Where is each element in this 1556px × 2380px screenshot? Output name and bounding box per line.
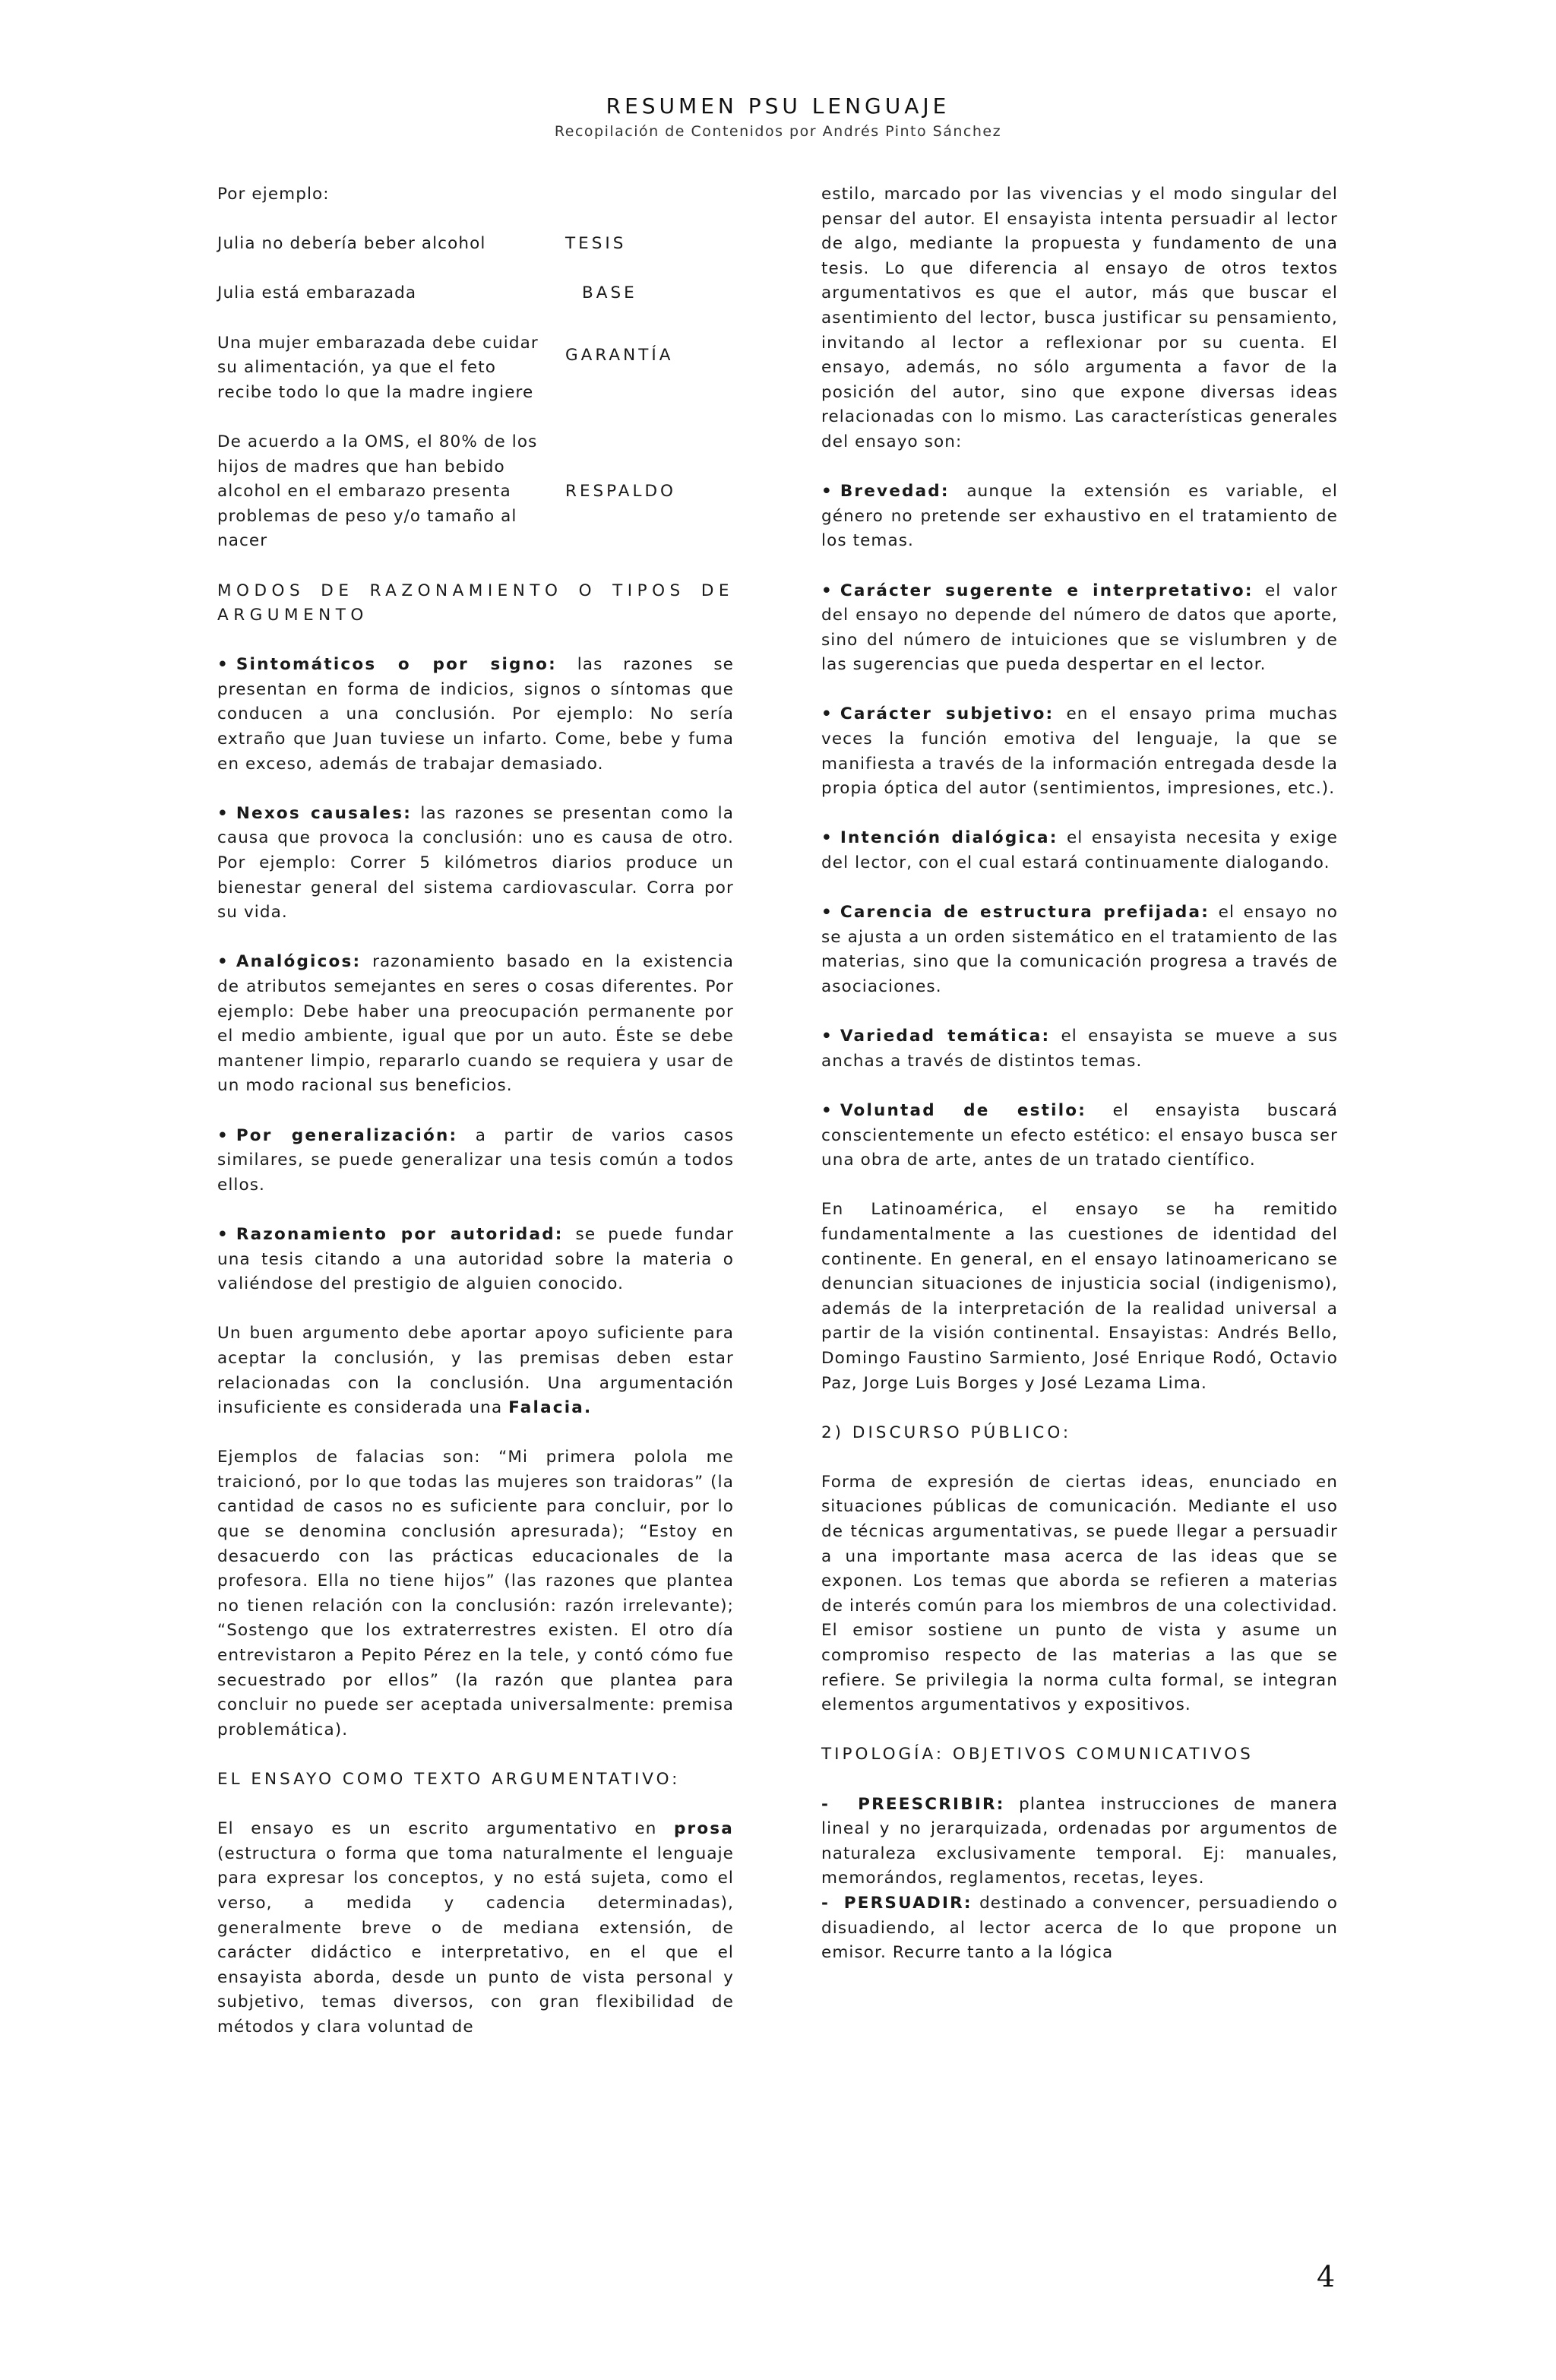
paragraph-discurso: Forma de expresión de ciertas ideas, enunciado en situaciones públicas de comunicación. Mediante el uso de técnicas argumentativas, se puede llegar a persuadir a una importante masa acerca de las ideas que se exponen. Los temas que aborda se refieren a materias de interés común para los miembros de una colectividad. El emisor sostiene un punto de vista y asume un compromiso respecto de las materias a las que se refiere. Se privilegia la norma culta formal, se integran elementos argumentativos y expositivos. <box>821 1472 1338 1715</box>
bullet-icon: • <box>821 1100 833 1120</box>
list-item <box>821 1099 1338 1173</box>
list-item <box>217 1223 734 1297</box>
definition: el ensayista se mueve a sus anchas a través de distintos temas. <box>821 1027 1338 1071</box>
definition: aunque la extensión es variable, el género no pretende ser exhaustivo en el tratamiento de los temas. <box>821 482 1338 551</box>
definition: el valor del ensayo no depende del número de datos que aporte, sino del número de intuiciones que se vislumbren y de las sugerencias que pueda despertar en el lector. <box>821 581 1338 675</box>
bullet-icon: • <box>217 803 229 823</box>
term: PREESCRIBIR: <box>858 1794 1005 1814</box>
list-item <box>821 1891 1338 1966</box>
dash-marker: - <box>821 1893 830 1913</box>
bullet-icon: • <box>821 581 833 600</box>
page-number: 4 <box>1317 2260 1336 2293</box>
list-item <box>217 653 734 777</box>
section-heading-ensayo: EL ENSAYO COMO TEXTO ARGUMENTATIVO: <box>217 1770 681 1789</box>
section-heading-tipologia: TIPOLOGÍA: OBJETIVOS COMUNICATIVOS <box>821 1745 1254 1764</box>
example-text: Julia no debería beber alcohol <box>217 234 486 254</box>
term: Por generalización: <box>236 1125 458 1145</box>
definition: las razones se presentan como la causa que provoca la conclusión: uno es causa de otro. Por ejemplo: Correr 5 kilómetros diarios produce un bienestar general del sistema cardiovascular. Corra por su vida. <box>217 803 734 923</box>
example-intro: Por ejemplo: <box>217 185 330 204</box>
term: Carácter sugerente e interpretativo: <box>840 581 1254 600</box>
list-item <box>217 950 734 1099</box>
document-subtitle: Recopilación de Contenidos por Andrés Pinto Sánchez <box>554 123 1002 140</box>
list-item <box>821 702 1338 801</box>
paragraph-ensayo-continuation: estilo, marcado por las vivencias y el modo singular del pensar del autor. El ensayista intenta persuadir al lector de algo, mediante la propuesta y fundamento de una tesis. Lo que diferencia al ensayo de otros textos argumentativos es que el autor, más que buscar el asentimiento del lector, busca justificar su pensamiento, invitando al lector a reflexionar por su cuenta. El ensayo, además, no sólo argumenta a favor de la posición del autor, sino que expone diversas ideas relacionadas con lo mismo. Las características generales del ensayo son: <box>821 185 1338 451</box>
example-text: De acuerdo a la OMS, el 80% de los hijos de madres que han bebido alcohol en el embarazo presenta problemas de peso y/o tamaño al nacer <box>217 432 538 551</box>
term-falacia: Falacia. <box>508 1398 593 1418</box>
bullet-icon: • <box>217 1224 229 1244</box>
example-label: TESIS <box>565 234 627 254</box>
term: Analógicos: <box>236 952 362 972</box>
definition: las razones se presentan en forma de indicios, signos o síntomas que conducen a una conclusión. Por ejemplo: No sería extraño que Juan tuviese un infarto. Come, bebe y fuma en exceso, además de trabajar demasiado. <box>217 655 734 774</box>
right-column <box>821 182 1338 1966</box>
bullet-icon: • <box>821 1027 833 1046</box>
term: Variedad temática: <box>840 1027 1051 1046</box>
document-title: RESUMEN PSU LENGUAJE <box>606 93 950 119</box>
bullet-icon: • <box>217 1125 229 1145</box>
example-row-tesis <box>217 232 734 257</box>
example-row-garantia <box>217 331 734 406</box>
paragraph-latinoamerica: En Latinoamérica, el ensayo se ha remitido fundamentalmente a las cuestiones de identidad del continente. En general, en el ensayo latinoamericano se denuncian situaciones de injusticia social (indigenismo), además de la interpretación de la realidad universal a partir de la visión continental. Ensayistas: Andrés Bello, Domingo Faustino Sarmiento, José Enrique Rodó, Octavio Paz, Jorge Luis Borges y José Lezama Lima. <box>821 1200 1338 1393</box>
bullet-icon: • <box>821 903 833 923</box>
dash-marker: - <box>821 1794 830 1814</box>
section-heading-modos: MODOS DE RAZONAMIENTO O TIPOS DE ARGUMENTO <box>217 581 734 625</box>
example-row-base <box>217 281 734 306</box>
term: Razonamiento por autoridad: <box>236 1224 564 1244</box>
bullet-icon: • <box>217 655 229 675</box>
definition: en el ensayo prima muchas veces la función emotiva del lenguaje, la que se manifiesta a través de la información entregada desde la propia óptica del autor (sentimientos, impresiones, etc.). <box>821 704 1338 799</box>
example-row-respaldo <box>217 430 734 554</box>
bullet-icon: • <box>821 828 833 848</box>
paragraph-text: Un buen argumento debe aportar apoyo suficiente para aceptar la conclusión, y las premisas deben estar relacionadas con la conclusión. Una argumentación insuficiente es considerada una <box>217 1324 734 1418</box>
list-item <box>217 802 734 926</box>
example-text: Julia está embarazada <box>217 283 417 303</box>
definition: el ensayista necesita y exige del lector, con el cual estará continuamente dialogando. <box>821 828 1339 873</box>
paragraph-falacias: Ejemplos de falacias son: “Mi primera polola me traicionó, por lo que todas las mujeres son traidoras” (la cantidad de casos no es suficiente para concluir, por lo que se denomina conclusión apresurada); “Estoy en desacuerdo con las prácticas educacionales de la profesora. Ella no tiene hijos” (las razones que plantea no tienen relación con la conclusión: razón irrelevante); “Sostengo que los extraterrestres existen. El otro día entrevistaron a Pepito Pérez en la tele, y contó cómo fue secuestrado por ellos” (la razón que plantea para concluir no puede ser aceptada universalmente: premisa problemática). <box>217 1448 734 1739</box>
paragraph-buen-argumento <box>217 1321 734 1420</box>
definition: el ensayista buscará conscientemente un efecto estético: el ensayo busca ser una obra de arte, antes de un tratado científico. <box>821 1100 1338 1170</box>
left-column <box>217 182 734 2040</box>
example-label: BASE <box>582 283 637 303</box>
definition: se puede fundar una tesis citando a una autoridad sobre la materia o valiéndose del prestigio de alguien conocido. <box>217 1224 734 1294</box>
list-item <box>821 479 1338 554</box>
list-item <box>821 1793 1338 1891</box>
list-item <box>821 1024 1338 1074</box>
definition: el ensayo no se ajusta a un orden sistemático en el tratamiento de las materias, sino que la comunicación progresa a través de asociaciones. <box>821 903 1338 996</box>
example-text: Una mujer embarazada debe cuidar su alimentación, ya que el feto recibe todo lo que la madre ingiere <box>217 333 539 402</box>
example-label: RESPALDO <box>565 482 676 502</box>
definition: razonamiento basado en la existencia de atributos semejantes en seres o cosas diferentes. Por ejemplo: Debe haber una preocupación permanente por el medio ambiente, igual que por un auto. Éste se debe mantener limpio, repararlo cuando se requiera y usar de un modo racional sus beneficios. <box>217 952 734 1096</box>
list-item <box>821 579 1338 678</box>
definition: destinado a convencer, persuadiendo o disuadiendo, al lector acerca de lo que propone un emisor. Recurre tanto a la lógica <box>821 1893 1339 1963</box>
list-item <box>821 826 1338 875</box>
example-label: GARANTÍA <box>565 346 674 366</box>
bullet-icon: • <box>821 482 833 502</box>
bullet-icon: • <box>217 952 229 972</box>
term: Sintomáticos o por signo: <box>236 655 557 675</box>
term: Nexos causales: <box>236 803 412 823</box>
term: Brevedad: <box>840 482 950 502</box>
term: Carácter subjetivo: <box>840 704 1055 724</box>
definition: a partir de varios casos similares, se puede generalizar una tesis común a todos ellos. <box>217 1125 734 1195</box>
section-heading-discurso: 2) DISCURSO PÚBLICO: <box>821 1423 1072 1442</box>
term-prosa: prosa <box>673 1819 735 1839</box>
bullet-icon: • <box>821 704 833 724</box>
page-header <box>0 91 1556 141</box>
paragraph-text: (estructura o forma que toma naturalmente el lenguaje para expresar los conceptos, y no está sujeta, como el verso, a medida y cadencia determinadas), generalmente breve o de mediana extensión, de carácter didáctico e interpretativo, en el que el ensayista aborda, desde un punto de vista personal y subjetivo, temas diversos, con gran flexibilidad de métodos y clara voluntad de <box>217 1844 734 2037</box>
term: Voluntad de estilo: <box>840 1100 1087 1120</box>
term: Carencia de estructura prefijada: <box>840 903 1210 923</box>
list-item <box>217 1124 734 1198</box>
definition: plantea instrucciones de manera lineal y no jerarquizada, ordenadas por argumentos de naturaleza exclusivamente temporal. Ej: manuales, memorándos, reglamentos, recetas, leyes. <box>821 1794 1338 1888</box>
list-item <box>821 900 1338 999</box>
paragraph-text: El ensayo es un escrito argumentativo en <box>217 1819 657 1839</box>
paragraph-ensayo <box>217 1817 734 2040</box>
term: PERSUADIR: <box>843 1893 972 1913</box>
term: Intención dialógica: <box>840 828 1058 848</box>
